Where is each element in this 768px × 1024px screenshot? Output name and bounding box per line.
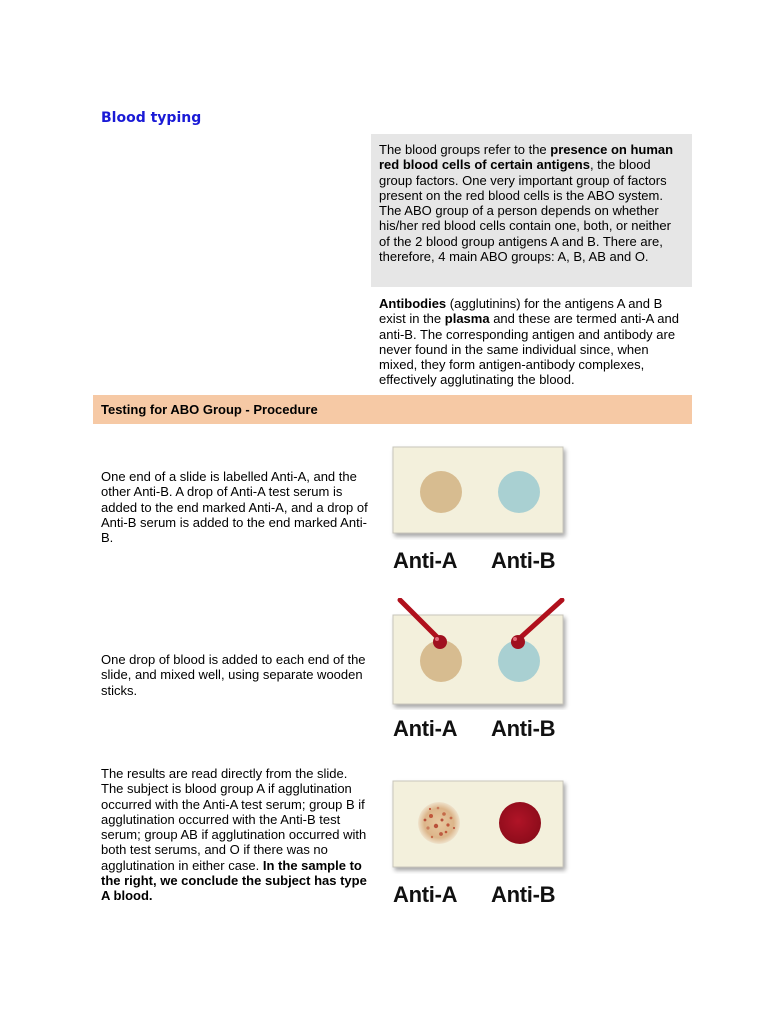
non-agglutinated-sample-anti-b [499,802,541,844]
anti-a-label: Anti-A [393,716,458,741]
antibodies-bold-2: plasma [444,311,490,327]
page-title: Blood typing [101,110,202,126]
slide-image-1 [380,442,580,540]
anti-b-label: Anti-B [491,882,556,907]
slide-image-2 [380,598,580,710]
antibodies-paragraph [379,296,689,388]
slide-image-3 [380,776,580,874]
intro-bold-1: presence on human red blood cells of certain antigens [379,142,674,173]
anti-b-label: Anti-B [491,716,556,741]
step-3-body: The results are read directly from the slide. The subject is blood group A if agglutination occurred with the Anti-A test serum; group B if agglutination occurred with the Anti-B test serum; group AB if agglutination occurred with both test serums, and O if there was no agglutination in either case. [101,766,367,873]
slide-figure-3 [380,776,580,916]
blood-drop-right [511,635,525,649]
anti-a-label: Anti-A [393,548,458,573]
anti-b-label: Anti-B [491,548,556,573]
step-2-text: One drop of blood is added to each end of the slide, and mixed well, using separate wooden sticks. [101,652,366,698]
blood-drop-highlight [513,637,517,641]
anti-a-serum-drop [420,471,462,513]
antibodies-text-1: (agglutinins) for the antigens A and B exist in the [379,296,663,327]
section-heading: Testing for ABO Group - Procedure [93,395,692,424]
antibodies-bold-1: Antibodies [379,296,447,311]
agglutinated-sample-anti-a [418,802,460,844]
blood-drop-highlight [435,637,439,641]
anti-a-label: Anti-A [393,882,458,907]
anti-b-serum-drop [498,471,540,513]
blood-drop-left [433,635,447,649]
intro-box [371,134,692,287]
antibodies-text-2: and these are termed anti-A and anti-B. The corresponding antigen and antibody are never found in the same individual since, when mixed, they form antigen-antibody complexes, effectively agglutinating the blood. [379,311,679,388]
intro-text-1: The blood groups refer to the [379,142,551,157]
step-3-text [101,766,369,904]
slide-figure-1 [380,442,580,582]
step-1-text: One end of a slide is labelled Anti-A, and the other Anti-B. A drop of Anti-A test serum is added to the end marked Anti-A, and a drop of Anti-B serum is added to the end marked Anti-B. [101,469,368,546]
step-3-conclusion: In the sample to the right, we conclude the subject has type A blood. [101,857,367,904]
slide-figure-2 [380,598,580,741]
intro-text-2: , the blood group factors. One very important group of factors present on the red blood cells is the ABO system. The ABO group of a person depends on whether his/her red blood cells contain one, both, or neither of the 2 blood group antigens A and B. There are, therefore, 4 main ABO groups: A, B, AB and O. [379,157,671,265]
